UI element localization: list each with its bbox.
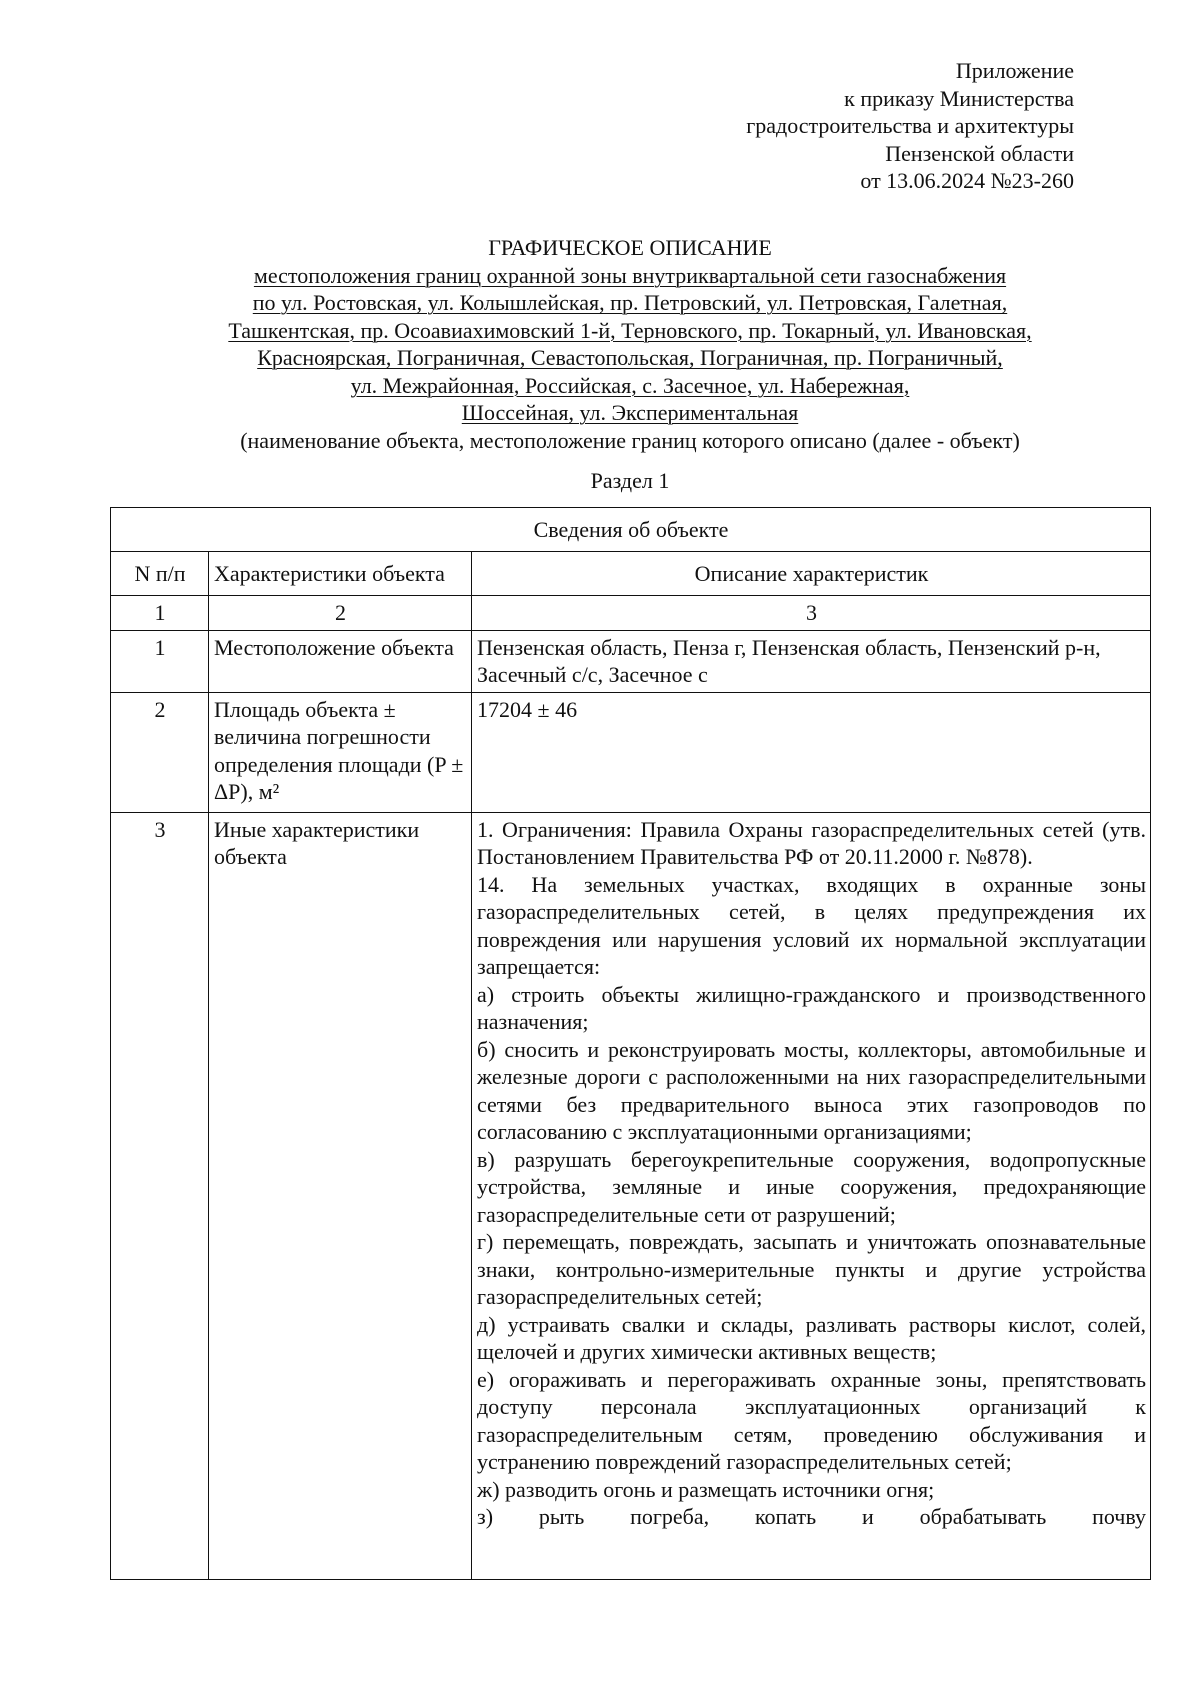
appendix-line: Пензенской области (885, 140, 1074, 166)
object-name-line: местоположения границ охранной зоны внутриквартальной сети газоснабжения (253, 262, 1007, 288)
row-characteristic: Местоположение объекта (209, 630, 472, 692)
restriction-paragraph: ж) разводить огонь и размещать источники огня; (477, 1476, 935, 1502)
restriction-paragraph: е) огораживать и перегораживать охранные зоны, препятствовать доступу персонала эксплуатационных организаций к газораспределительным сетям, проведению обслуживания и устранению повреждений газораспределительных сетей; (477, 1366, 1146, 1474)
section-title: Раздел 1 (590, 468, 670, 493)
object-name-line: по ул. Ростовская, ул. Колышлейская, пр. Петровский, ул. Петровская, Галетная, (252, 290, 1008, 315)
object-name-line: Красноярская, Пограничная, Севастопольская, Пограничная, пр. Пограничный, (257, 345, 1003, 370)
object-name-line: Ташкентская, пр. Осоавиахимовский 1-й, Терновского, пр. Токарный, ул. Ивановская, (228, 317, 1032, 343)
row-characteristic: Площадь объекта ± величина погрешности определения площади (P ± ΔP), м² (209, 692, 472, 812)
table-row (111, 692, 1151, 812)
row-number: 2 (111, 692, 209, 812)
appendix-line: от 13.06.2024 №23-260 (860, 168, 1074, 193)
restriction-paragraph: з) рыть погреба, копать и обрабатывать почву (477, 1504, 1146, 1529)
column-header-number: N п/п (111, 552, 209, 596)
object-name-line: ул. Межрайонная, Российская, с. Засечное, ул. Набережная, (350, 372, 910, 398)
restriction-paragraph: 14. На земельных участках, входящих в охранные зоны газораспределительных сетей, в целях предупреждения их повреждения или нарушения условий их нормальной эксплуатации запрещается: (477, 871, 1146, 979)
column-header-characteristic: Характеристики объекта (209, 552, 472, 596)
restriction-paragraph: д) устраивать свалки и склады, разливать растворы кислот, солей, щелочей и других химически активных веществ; (477, 1311, 1146, 1364)
column-number-cell: 3 (472, 596, 1151, 631)
column-number-cell: 1 (111, 596, 209, 631)
appendix-line: Приложение (955, 58, 1074, 83)
document-title: ГРАФИЧЕСКОЕ ОПИСАНИЕ (488, 235, 772, 260)
restriction-paragraph: б) сносить и реконструировать мосты, коллекторы, автомобильные и железные дороги с расположенными на них газораспределительными сетями без предварительного выноса этих газопроводов по согласованию с эксплуатационными организациями; (477, 1036, 1146, 1144)
column-number-cell: 2 (209, 596, 472, 631)
appendix-line: градостроительства и архитектуры (746, 113, 1074, 138)
appendix-line: к приказу Министерства (844, 85, 1074, 111)
table-row (111, 812, 1151, 1579)
restriction-paragraph: а) строить объекты жилищно-гражданского и производственного назначения; (477, 981, 1146, 1034)
appendix-block (554, 57, 1074, 195)
object-info-table (110, 507, 1151, 1580)
object-name-caption: (наименование объекта, местоположение границ которого описано (далее - объект) (240, 427, 1020, 453)
row-characteristic: Иные характеристики объекта (209, 812, 472, 1579)
row-number: 1 (111, 630, 209, 692)
row-description: 17204 ± 46 (472, 692, 1151, 812)
document-header (110, 234, 1150, 454)
restriction-paragraph: 1. Ограничения: Правила Охраны газораспределительных сетей (утв. Постановлением Правительства РФ от 20.11.2000 г. №878). (477, 816, 1146, 869)
row-description: Пензенская область, Пенза г, Пензенская область, Пензенский р-н, Засечный с/с, Засечное с (472, 630, 1151, 692)
column-header-description: Описание характеристик (472, 552, 1151, 596)
row-description-restrictions (472, 812, 1151, 1579)
row-number: 3 (111, 812, 209, 1579)
table-row (111, 630, 1151, 692)
object-name-line: Шоссейная, ул. Экспериментальная (461, 400, 799, 425)
restriction-paragraph: в) разрушать берегоукрепительные сооружения, водопропускные устройства, земляные и иные сооружения, предохраняющие газораспределительные сети от разрушений; (477, 1146, 1146, 1227)
table-caption: Сведения об объекте (111, 508, 1151, 552)
restriction-paragraph: г) перемещать, повреждать, засыпать и уничтожать опознавательные знаки, контрольно-измерительные пункты и другие устройства газораспределительных сетей; (477, 1229, 1146, 1309)
